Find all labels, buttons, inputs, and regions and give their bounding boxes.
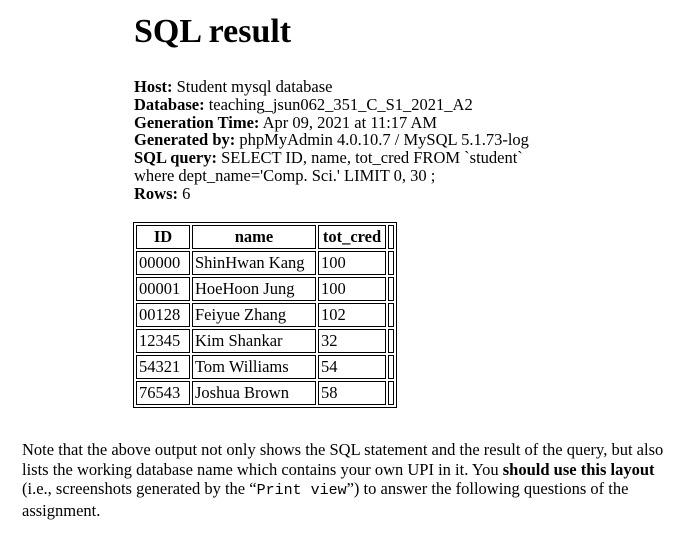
database-line [134, 96, 529, 114]
cell-tot-cred: 58 [318, 381, 386, 405]
generation-time-line [134, 114, 529, 132]
column-header-id: ID [136, 225, 190, 249]
extra-column-cell [388, 251, 394, 275]
table-row [136, 251, 394, 275]
cell-id: 00000 [136, 251, 190, 275]
generation-time-label: Generation Time: [134, 112, 260, 132]
extra-column-cell [388, 225, 394, 249]
cell-tot-cred: 32 [318, 329, 386, 353]
cell-id: 00128 [136, 303, 190, 327]
database-value: teaching_jsun062_351_C_S1_2021_A2 [204, 94, 473, 114]
host-line [134, 78, 529, 96]
note-text-middle: (i.e., screenshots generated by the “ [22, 479, 257, 499]
cell-tot-cred: 100 [318, 277, 386, 301]
query-metadata [134, 78, 529, 203]
column-header-name: name [192, 225, 316, 249]
cell-tot-cred: 100 [318, 251, 386, 275]
note-text-start: Note that the above output not only shows the SQL statement and the result of the query, but also lists the working database name which contains your own UPI in it. You [22, 440, 664, 479]
cell-id: 00001 [136, 277, 190, 301]
sql-query-value: SELECT ID, name, tot_cred FROM `student` [216, 148, 523, 168]
cell-tot-cred: 54 [318, 355, 386, 379]
rows-label: Rows: [134, 183, 178, 203]
cell-name: ShinHwan Kang [192, 251, 316, 275]
rows-line [134, 185, 529, 203]
cell-id: 54321 [136, 355, 190, 379]
table-row [136, 355, 394, 379]
cell-id: 12345 [136, 329, 190, 353]
print-view-code: Print view [256, 482, 347, 500]
page-title: SQL result [134, 13, 292, 50]
extra-column-cell [388, 303, 394, 327]
cell-name: Feiyue Zhang [192, 303, 316, 327]
sql-query-label: SQL query: [134, 148, 217, 168]
extra-column-cell [388, 355, 394, 379]
extra-column-cell [388, 329, 394, 353]
host-label: Host: [134, 77, 173, 96]
cell-name: HoeHoon Jung [192, 277, 316, 301]
cell-name: Joshua Brown [192, 381, 316, 405]
generation-time-value: Apr 09, 2021 at 11:17 AM [259, 112, 438, 132]
generated-by-value: phpMyAdmin 4.0.10.7 / MySQL 5.1.73-log [235, 130, 529, 150]
cell-name: Tom Williams [192, 355, 316, 379]
note-text-end: ”) to answer the following questions of the assignment. [22, 479, 629, 520]
sql-query-continuation: where dept_name='Comp. Sci.' LIMIT 0, 30 ; [134, 165, 436, 185]
table-row [136, 381, 394, 405]
extra-column-cell [388, 277, 394, 301]
table-row [136, 329, 394, 353]
rows-value: 6 [178, 183, 191, 203]
note-emphasis: should use this layout [502, 459, 655, 479]
table-row [136, 303, 394, 327]
database-label: Database: [134, 94, 205, 114]
table-header-row [136, 225, 394, 249]
host-value: Student mysql database [172, 77, 333, 96]
generated-by-label: Generated by: [134, 130, 236, 150]
table-row [136, 277, 394, 301]
sql-query-line [134, 149, 529, 167]
extra-column-cell [388, 381, 394, 405]
cell-tot-cred: 102 [318, 303, 386, 327]
assignment-note [22, 440, 672, 520]
generated-by-line [134, 131, 529, 149]
cell-id: 76543 [136, 381, 190, 405]
result-table [133, 222, 397, 408]
column-header-tot-cred: tot_cred [318, 225, 386, 249]
cell-name: Kim Shankar [192, 329, 316, 353]
